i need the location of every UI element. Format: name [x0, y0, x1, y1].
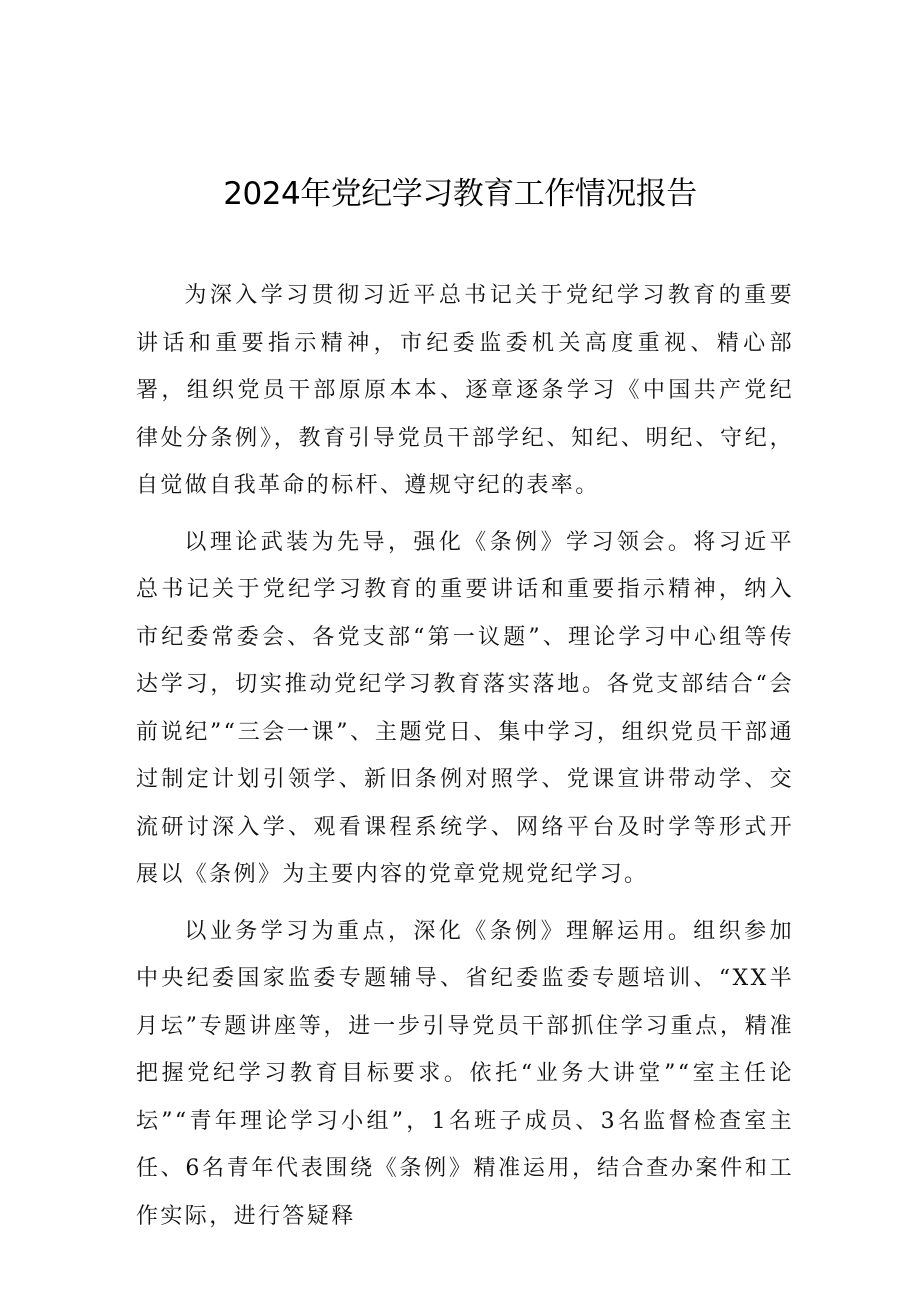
document-title: 2024年党纪学习教育工作情况报告: [223, 176, 697, 212]
document-body: [136, 272, 794, 1249]
paragraph-business-study: 以业务学习为重点，深化《条例》理解运用。组织参加中央纪委国家监委专题辅导、省纪委监委专题培训、“XX半月坛”专题讲座等，进一步引导党员干部抓住学习重点，精准把握党纪学习教育目标要求。依托“业务大讲堂”“室主任论坛”“青年理论学习小组”，1名班子成员、3名监督检查室主任、6名青年代表围绕《条例》精准运用，结合查办案件和工作实际，进行答疑释: [136, 918, 794, 1229]
paragraph-theory-study: 以理论武装为先导，强化《条例》学习领会。将习近平总书记关于党纪学习教育的重要讲话和重要指示精神，纳入市纪委常委会、各党支部“第一议题”、理论学习中心组等传达学习，切实推动党纪学习教育落实落地。各党支部结合“会前说纪”“三会一课”、主题党日、集中学习，组织党员干部通过制定计划引领学、新旧条例对照学、党课宣讲带动学、交流研讨深入学、观看课程系统学、网络平台及时学等形式开展以《条例》为主要内容的党章党规党纪学习。: [136, 529, 794, 887]
paragraph-intro: 为深入学习贯彻习近平总书记关于党纪学习教育的重要讲话和重要指示精神，市纪委监委机关高度重视、精心部署，组织党员干部原原本本、逐章逐条学习《中国共产党纪律处分条例》，教育引导党员干部学纪、知纪、明纪、守纪，自觉做自我革命的标杆、遵规守纪的表率。: [136, 283, 794, 498]
